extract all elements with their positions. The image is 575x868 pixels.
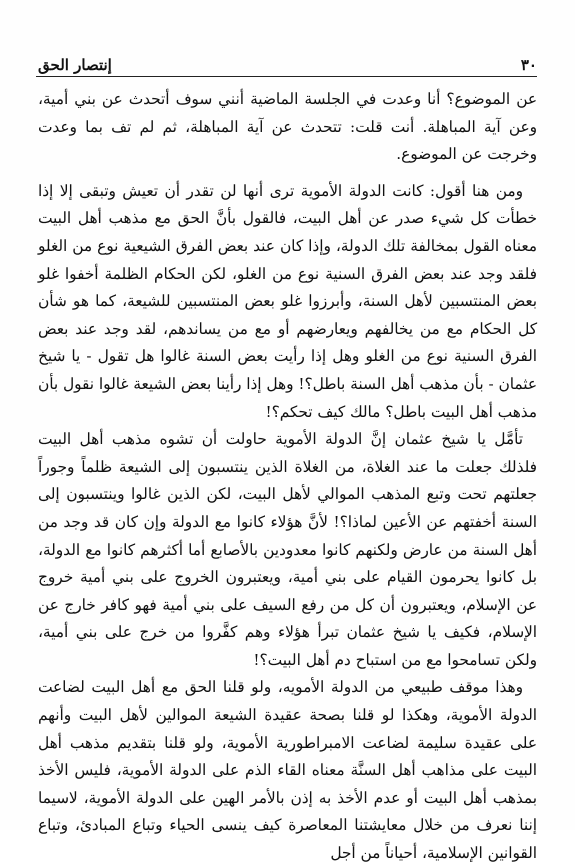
paragraph-1: عن الموضوع؟ أنا وعدت في الجلسة الماضية أنني سوف أتحدث عن بني أمية، وعن آية المباهلة. أنت قلت: تتحدث عن آية المباهلة، ثم لم تف بما وعدت وخرجت عن الموضوع. [38,90,537,164]
body-text [38,86,537,863]
paragraph-4: وهذا موقف طبيعي من الدولة الأمويه، ولو قلنا الحق مع أهل البيت لضاعت الدولة الأموية، وهكذا لو قلنا بصحة عقيدة الشيعة الموالين لأهل البيت وأنهم على عقيدة سليمة لضاعت الامبراطورية الأموية، ولو قلنا بتقديم مذهب أهل البيت على مذاهب أهل السنَّة معناه القاء الذم على الدولة الأموية، فليس الأخذ بمذهب أهل البيت أو عدم الأخذ به إذن بالأمر الهين على الدولة الأموية، لاسيما إننا نعرف من خلال معايشتنا المعاصرة كيف ينسى الحياء وتباع المبادئ، وتباع القوانين الإسلامية، أحياناً من أجل [38,678,537,863]
running-title: إنتصار الحق [38,56,112,74]
paragraph-2: ومن هنا أقول: كانت الدولة الأموية ترى أنها لن تقدر أن تعيش وتبقى إلا إذا خطأت كل شيء صدر عن أهل البيت، فالقول بأنَّ الحق مع مذهب أهل البيت معناه القول بمخالفة تلك الدولة، وإذا كان عند بعض الفرق الشيعية نوع من الغلو فلقد وجد عند بعض الفرق السنية نوع من الغلو، لكن الحكام الظلمة أخفوا غلو بعض المنتسبين لأهل السنة، وأبرزوا غلو بعض المنتسبين للشيعة، كما هو شأن كل الحكام مع من يخالفهم ويعارضهم أو مع من يساندهم، لقد وجد عند بعض الفرق السنية نوع من الغلو وهل إذا رأيت بعض السنة غالوا هل تقول - يا شيخ عثمان - بأن مذهب أهل السنة باطل؟! وهل إذا رأينا بعض الشيعة غالوا نقول بأن مذهب أهل البيت باطل؟ مالك كيف تحكم؟! [38,181,537,421]
header-rule [36,76,537,77]
page-header [38,50,537,74]
page-number: ٣٠ [520,56,537,74]
paragraph-3: تأمَّل يا شيخ عثمان إنَّ الدولة الأموية حاولت أن تشوه مذهب أهل البيت فلذلك جعلت ما عند الغلاة، من الغلاة الذين ينتسبون إلى الشيعة ظلماً وجوراً جعلتهم تحت وتبع المذهب الموالي لأهل البيت، لكن الذين غالوا وينتسبون إلى السنة أخفتهم عن الأعين لماذا؟! لأنَّ هؤلاء كانوا مع الدولة وإن كان قد وجد من أهل السنة من عارض ولكنهم كانوا معدودين بالأصابع أما أكثرهم كانوا مع الدولة، بل كانوا يحرمون القيام على بني أمية، ويعتبرون الخروج على بني أمية خروج عن الإسلام، ويعتبرون أن كل من رفع السيف على بني أمية فهو كافر خارج عن الإسلام، فكيف يا شيخ عثمان تبرأ هؤلاء وهم كفَّروا من خرج على بني أمية، ولكن تسامحوا مع من استباح دم أهل البيت؟! [38,430,537,669]
